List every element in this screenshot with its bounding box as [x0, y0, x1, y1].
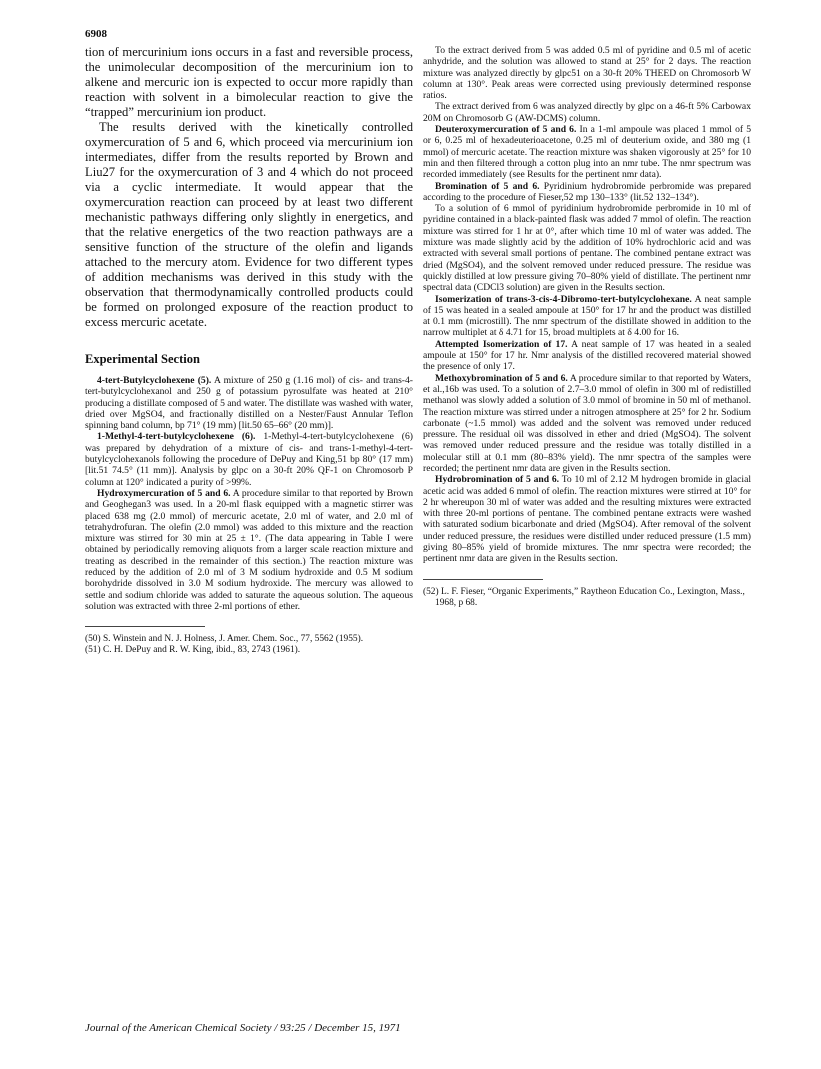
discussion-text [85, 45, 413, 330]
footnote: (50) S. Winstein and N. J. Holness, J. Amer. Chem. Soc., 77, 5562 (1955). [85, 634, 364, 645]
paragraph: tion of mercurinium ions occurs in a fast and reversible process, the unimolecular decomposition of the mercurinium ion to alkene and mercuric ion is expected to occur more rapidly than reaction with solvent in a bimolecular reaction to give the “trapped” mercurinium ion product. [85, 45, 413, 119]
paragraph: The results derived with the kinetically controlled oxymercuration of 5 and 6, which proceed via mercurinium ion intermediates, differ from the results reported by Brown and Liu27 for the oxymercuration of 3 and 4 which do not proceed via a cyclic intermediate. It would appear that the oxymercuration reaction can proceed by at least two different mechanistic pathways differing only slightly in energetics, and that the relative energetics of the two reaction pathways are a sensitive function of the structure of the olefin and ligands attached to the mercury atom. Evidence for two different types of addition mechanisms was derived in this study with the observation that thermodynamically controlled products could be formed on prolonged exposure of the reaction product to excess mercuric acetate. [85, 120, 413, 329]
footnotes [423, 587, 751, 609]
paragraph-text: To the extract derived from 5 was added 0.5 ml of pyridine and 0.5 ml of acetic anhydride, and the solution was allowed to stand at 25° for 2 days. The reaction mixture was analyzed directly by glpc51 on a 30-ft 20% THEED on Chromosorb W column at 130°. Peak areas were corrected using previously determined response ratios. [423, 45, 751, 102]
experimental-paragraph [423, 294, 751, 339]
footnote: (51) C. H. DePuy and R. W. King, ibid., 83, 2743 (1961). [85, 645, 301, 656]
experimental-paragraph [423, 373, 751, 475]
experimental-paragraph [423, 203, 751, 293]
experimental-paragraph [423, 181, 751, 204]
paragraph-heading: Hydrobromination of 5 and 6. [435, 474, 560, 486]
experimental-paragraph [423, 339, 751, 373]
footnote: (52) L. F. Fieser, “Organic Experiments,” Raytheon Education Co., Lexington, Mass., 1968, p 68. [423, 586, 745, 608]
paragraph-text: To 10 ml of 2.12 M hydrogen bromide in glacial acetic acid was added 6 mmol of olefin. The reaction mixtures were stirred at 10° for 2 hr whereupon 30 ml of water was added and the resulting mixtures were extracted with three 20-ml portions of pentane. The combined pentane extracts were washed with saturated sodium bicarbonate and dried (MgSO4). After removal of the solvent under reduced pressure, the residues were distilled under reduced pressure (1.5 mm) giving 80–85% yield of bromide mixtures. The nmr spectra were recorded; the pertinent nmr data are given in the Results section. [423, 474, 751, 565]
experimental-paragraph [423, 474, 751, 564]
footnote-divider [85, 626, 205, 627]
paragraph-heading: Hydroxymercuration of 5 and 6. [97, 487, 231, 499]
paragraph-heading: Isomerization of trans-3-cis-4-Dibromo-tert-butylcyclohexane. [435, 293, 692, 305]
paragraph-text: Pyridinium hydrobromide perbromide was prepared according to the procedure of Fieser,52 mp 130–133° (lit.52 132–134°). [423, 180, 751, 203]
paragraph-heading: Methoxybromination of 5 and 6. [435, 372, 568, 384]
experimental-text [85, 375, 413, 612]
experimental-paragraph [85, 375, 413, 431]
paragraph-text: In a 1-ml ampoule was placed 1 mmol of 5 or 6, 0.25 ml of hexadeuterioacetone, 0.25 ml of deuterium oxide, and 380 mg (1 mmol) of mercuric acetate. The reaction mixture was shaken vigorously at 25° for 10 min and then filtered through a cotton plug into an nmr tube. The nmr spectrum was recorded immediately (see Results for the pertinent nmr data). [423, 124, 751, 181]
paragraph-heading: 4-tert-Butylcyclohexene (5). [97, 375, 212, 386]
experimental-paragraph [423, 124, 751, 180]
right-column [423, 45, 751, 609]
left-column [85, 45, 413, 656]
experimental-paragraph [85, 488, 413, 612]
experimental-text-continued [423, 45, 751, 565]
paragraph-heading: Deuteroxymercuration of 5 and 6. [435, 124, 577, 136]
footnotes [85, 634, 413, 656]
paragraph-text: 1-Methyl-4-tert-butylcyclohexene (6) was prepared by dehydration of a mixture of cis- and trans-1-methyl-4-tert-butylcyclohexanols following the procedure of DePuy and King,51 bp 80° (17 mm) [lit.51 74.5° (11 mm)]. Analysis by glpc on a 30-ft 20% QF-1 on Chromosorb P column at 120° indicated a purity of >99%. [85, 431, 413, 488]
page-number: 6908 [85, 28, 107, 40]
experimental-paragraph [423, 45, 751, 101]
paragraph-text: A procedure similar to that reported by Waters, et al.,16b was used. To a solution of 2.7–3.0 mmol of olefin in 300 ml of redistilled methanol was slowly added a solution of 3.0 mmol of bromine in 50 ml of methanol. The reaction mixture was stirred under a nitrogen atmosphere at 25° for 2 hr. Sodium carbonate (~1.5 mmol) was added and the solvent was removed under reduced pressure. The residual oil was dissolved in ether and dried (MgSO4). The solvent was removed under reduced pressure and the residue was totally distilled in a molecular still at 0.1 mm (80–83% yield). The nmr spectra of the samples were recorded; the pertinent nmr data are given in the Results section. [423, 372, 752, 474]
section-heading: Experimental Section [85, 352, 200, 366]
paragraph-text: A neat sample of 17 was heated in a sealed ampoule at 150° for 17 hr. Nmr analysis of the distilled recovered material showed the presence of only 17. [423, 338, 751, 373]
paragraph-text: The extract derived from 6 was analyzed directly by glpc on a 46-ft 5% Carbowax 20M on Chromosorb G (AW-DCMS) column. [423, 101, 751, 124]
paragraph-heading: Attempted Isomerization of 17. [435, 338, 568, 350]
paragraph-text: A mixture of 250 g (1.16 mol) of cis- and trans-4-tert-butylcyclohexanol and 250 g of potassium pyrosulfate was heated at 210° producing a distillate composed of 5 and water. The distillate was washed with water, dried over MgSO4, and fractionally distilled on a Nester/Faust Annular Teflon spinning band column, bp 71° (19 mm) [lit.50 65–66° (20 mm)]. [85, 375, 413, 432]
paragraph-text: A neat sample of 15 was heated in a sealed ampoule at 150° for 17 hr and the product was distilled at 0.1 mm (microstill). The nmr spectrum of the distillate showed in addition to the narrow multiplet at δ 4.71 for 15, broad multiplets at δ 4.00 for 16. [423, 293, 751, 339]
paragraph-heading: 1-Methyl-4-tert-butylcyclohexene (6). [97, 431, 256, 443]
footnote-divider [423, 579, 543, 580]
journal-footer: Journal of the American Chemical Society / 93:25 / December 15, 1971 [85, 1022, 401, 1034]
paragraph-heading: Bromination of 5 and 6. [435, 180, 540, 192]
paragraph-text: To a solution of 6 mmol of pyridinium hydrobromide perbromide in 10 ml of pyridine contained in a black-painted flask was added 7 mmol of olefin. The reaction mixture was stirred for 1 hr at 0°, after which time 10 ml of water was added. The mixture was made slightly acid by the addition of 10% hydrochloric acid and was extracted with several small portions of pentane. The combined pentane extract was dried (MgSO4), and the solvent removed under reduced pressure. The residue was quickly distilled at low pressure giving 70–80% yield of distillate. The pertinent nmr spectral data (CDCl3 solution) are given in the Results section. [423, 203, 751, 294]
experimental-paragraph [85, 431, 413, 487]
paragraph-text: A procedure similar to that reported by Brown and Geoghegan3 was used. In a 20-ml flask equipped with a magnetic stirrer was placed 638 mg (2.0 mmol) of mercuric acetate, 2.0 ml of water, and 2.0 ml of tetrahydrofuran. The olefin (2.0 mmol) was added to this mixture and the reaction mixture was stirred for 30 min at 25 ± 1°. (The data appearing in Table I were obtained by periodically removing aliquots from a larger scale reaction mixture and treating as described in the remainder of this section.) The reaction mixture was reduced by the addition of 2.0 ml of 3 M sodium hydroxide and 0.5 M sodium borohydride dissolved in 3.0 M sodium hydroxide. The mercury was allowed to settle and sodium chloride was added to saturate the aqueous solution. The aqueous solution was extracted with three 2-ml portions of ether. [85, 487, 413, 612]
experimental-paragraph [423, 101, 751, 124]
